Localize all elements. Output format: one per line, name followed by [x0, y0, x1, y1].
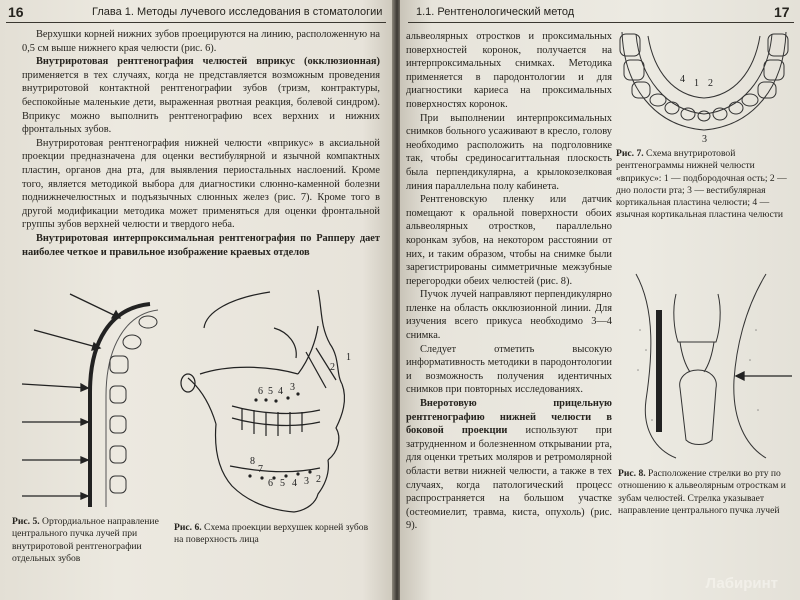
- paragraph: [22, 232, 380, 259]
- paragraph: Пучок лучей направляют перпендикулярно пленке на область окклюзионной линии. Для изучения всего прикуса необходимо 3—4 снимка.: [406, 289, 612, 342]
- figure-8-film-arrow-diagram: [616, 270, 796, 460]
- lower-root-label: 5: [280, 478, 285, 489]
- lower-root-label: 4: [292, 478, 297, 489]
- figure-7-occlusal-diagram: [614, 26, 796, 146]
- running-header-right: 1.1. Рентгенологический метод: [416, 6, 575, 18]
- fig7-label: 4: [680, 74, 685, 85]
- right-body-text: [406, 30, 612, 533]
- caption-text: Ортордиальное направление центрального пучка лучей при внутриротовой рентгенографии отдельных зубов: [12, 516, 159, 564]
- lower-root-label: 8: [250, 456, 255, 467]
- figure-6-skull-diagram: [170, 288, 370, 523]
- beam-arrow: [736, 372, 792, 380]
- paragraph: альвеолярных отростков и проксимальных поверхностей коронок, получается на интерпроксимальных снимках. Методика применяется в пародонтологии и для диагностики кариеса на проксимальных поверхностях коронок.: [406, 31, 612, 110]
- page-number-right: 17: [774, 4, 790, 20]
- caption-text: Схема внутриротовой рентгенограммы нижней челюсти «вприкус»: 1 — подбородочная ость; 2 — дно полости рта; 3 — вестибулярная кортикальная пластина челюсти; 4 — язычная кортикальная пластина челюсти: [616, 148, 787, 221]
- upper-root-label: 5: [268, 386, 273, 397]
- caption-label: Рис. 7.: [616, 148, 644, 159]
- caption-label: Рис. 5.: [12, 516, 40, 527]
- figure-8-caption: [618, 468, 794, 517]
- running-header-left: Глава 1. Методы лучевого исследования в стоматологии: [92, 6, 383, 18]
- fig7-label: 3: [702, 134, 707, 145]
- paragraph: При выполнении интерпроксимальных снимков больного усаживают в кресло, голову необходимо расположить на подголовнике так, чтобы срединосагиттальная плоскость была перпендикулярна, а крылокозелковая линия параллельна полу кабинета.: [406, 112, 612, 192]
- side-label: 1: [346, 352, 351, 363]
- caption-text: Схема проекции верхушек корней зубов на поверхность лица: [174, 522, 369, 546]
- paragraph: [406, 397, 612, 533]
- caption-text: Расположение стрелки во рту по отношению к альвеолярным отросткам и зубам челюстей. Стрелка указывает направление центрального пучка лучей: [618, 468, 786, 516]
- paragraph: Рентгеновскую пленку или датчик помещают к оральной поверхности обоих альвеолярных отростков, параллельно коронкам зубов, на некотором расстоянии от них, и таким образом, чтобы на снимке были зарегистрированы симметричные межзубные перегородки обеих челюстей (рис. 8).: [406, 194, 612, 287]
- term-bold: Внеротовую прицельную рентгенографию нижней челюсти в боковой проекции: [406, 398, 612, 437]
- paragraph: Следует отметить высокую информативность методики в пародонтологии и возможность получения идентичных снимков при повторных исследованиях.: [406, 343, 612, 396]
- caption-label: Рис. 6.: [174, 522, 202, 533]
- paragraph: Верхушки корней нижних зубов проецируются на линию, расположенную на 0,5 см выше нижнего края челюсти (рис. 6).: [22, 29, 380, 54]
- film-sensor: [656, 310, 662, 432]
- lower-root-label: 7: [258, 464, 263, 475]
- paragraph: [22, 55, 380, 137]
- fig7-label: 1: [694, 78, 699, 89]
- header-rule-left: [6, 22, 386, 23]
- upper-root-label: 6: [258, 386, 263, 397]
- left-page: [0, 0, 394, 600]
- term-bold: Внутриротовая рентгенография челюстей вприкус (окклюзионная): [36, 56, 380, 68]
- paragraph-text: используют при затрудненном и болезненном открывании рта, для оценки третьих моляров и ретромолярной области ветви нижней челюсти, а также в тех случаях, когда патологический процесс распространяется на большом участке (остеомиелит, травма, киста, опухоль) (рис. 9).: [406, 425, 612, 532]
- figure-7-caption: [616, 148, 792, 222]
- caption-label: Рис. 8.: [618, 468, 646, 479]
- left-body-text: [22, 28, 380, 259]
- figure-5-arch-diagram: [20, 292, 170, 512]
- lower-root-label: 3: [304, 476, 309, 487]
- upper-root-label: 3: [290, 382, 295, 393]
- lower-root-label: 6: [268, 478, 273, 489]
- paragraph-text: применяется в тех случаях, когда не представляется возможным проведения внутриротовой контактной рентгенографии зубов (тризм, контрактуры, беспокойные маленькие дети, выраженная рвотная реакция, болевой синдром). Вприкус можно выполнить рентгенографию всех верхних и нижних фронтальных зубов.: [22, 69, 380, 136]
- right-page: [400, 0, 800, 600]
- side-label: 2: [330, 362, 335, 373]
- figure-6-caption: [174, 522, 374, 547]
- page-number-left: 16: [8, 4, 24, 20]
- upper-root-label: 4: [278, 386, 283, 397]
- lower-root-label: 2: [316, 474, 321, 485]
- term-bold: Внутриротовая интерпроксимальная рентгенография по Рапперу: [36, 232, 356, 244]
- paragraph-text: дает наиболее четкое и правильное изображение краевых отделов: [22, 232, 381, 258]
- figure-5-caption: [12, 516, 162, 565]
- watermark-logo: Лабиринт: [705, 575, 778, 592]
- fig7-label: 2: [708, 78, 713, 89]
- paragraph: Внутриротовая рентгенография нижней челюсти «вприкус» в аксиальной проекции предназначена для оценки вестибулярной и язычной компактных пластин, органов дна рта, для выявления периостальных наслоений. Кроме того, является методикой выбора для диагностики слюнно-каменной болезни поднижнечелюстных и подъязычных слюнных желез (рис. 7). Кроме того в другой модификации методика может применяться для оценки фронтальной группы зубов верхней челюсти и твердого неба.: [22, 137, 380, 231]
- header-rule-right: [408, 22, 794, 23]
